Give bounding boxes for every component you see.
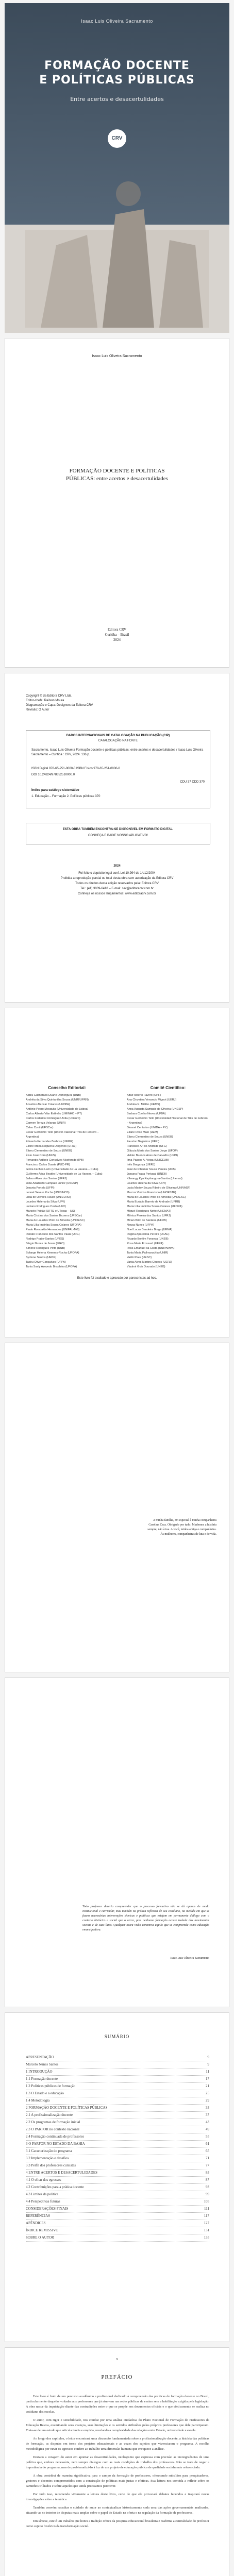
toc-entry-page: 25 [206, 2091, 209, 2095]
council-member: Maria Cristina dos Santos Bezerra (UFSCar) [26, 1214, 82, 1217]
toc-entry-page: 9 [207, 2062, 209, 2066]
toc-entry-title: 1 INTRODUÇÃO [26, 2070, 53, 2074]
toc-entry[interactable] [26, 2069, 209, 2076]
council-member: Lucia Marisy Souza Ribeiro de Oliveira (UNIVASF) [127, 1187, 191, 1190]
epigraph-text: Todo professor deveria compreender que o processo formativo não se dá apenas de modo institucional e curricular, mas também na prática reflexiva de seu cotidiano, na medida em que se fazem necessárias intervenções técnicas e políticas que estejam em permanente diálogo com o contexto histórico e social que o cerca, pois nenhuma formação ocorre isolada dos movimentos sociais e de suas lutas. Qualquer outra visão contraria aquilo que se compreende como educação emancipadora. [82, 1905, 209, 1931]
toc-entry-title: 2.4 Formação continuada de professores [26, 2134, 84, 2139]
council-member: Vania Alves Martins Chaves (UERJ) [127, 1261, 172, 1264]
toc-entry[interactable] [26, 2191, 209, 2198]
toc-entry[interactable] [26, 2184, 209, 2191]
council-member: Ross Emanuel da Costa (UNIPAMPA) [127, 1247, 175, 1250]
preface-text [26, 2394, 209, 2532]
toc-entry-title: 3.1 Caracterização do programa [26, 2149, 72, 2153]
dedication-block [119, 1518, 216, 1537]
toc-entry-title: Marcelo Nunes Santos [26, 2062, 59, 2066]
council-member: Carlos Alberto Vilar Estêvão (UMINHO – PT) [26, 1112, 82, 1115]
toc-entry[interactable] [26, 2162, 209, 2170]
toc-list [26, 2054, 209, 2242]
cover-title [5, 59, 229, 88]
council-member: Marcos Vinicius Francisco (UNOESTE) [127, 1191, 176, 1194]
council-member: Carmen Tereza Velanga (UNIR) [26, 1122, 66, 1125]
toc-entry-page: 49 [206, 2127, 209, 2131]
council-member: Mirian Brito de Santana (UFRB) [127, 1219, 167, 1222]
council-right-heading: Comitê Científico: [150, 1086, 186, 1090]
toc-entry-page: 77 [206, 2163, 209, 2167]
toc-entry-title: 4 ENTRE ACERTOS E DESACERTULIDADES [26, 2171, 98, 2175]
council-member: Andréia N. Militão (UEMS) [127, 1103, 160, 1106]
cip-box [26, 730, 210, 808]
council-member: Cesar Gerónimo Tello (Univer. Nacional Três de Febrero – Argentina) [26, 1131, 99, 1139]
credits-page [5, 673, 229, 1003]
credits-reproduction-notice: Proibida a reprodução parcial ou total desta obra sem autorização da Editora CRV [60, 877, 174, 880]
preface-paragraph: Ao longo dos capítulos, o leitor encontrará uma discussão fundamentada sobre a profissionalização docente, a história das políticas de formação, as disputas em torno dos projetos educacionais e as vozes dos sujeitos que vivenciaram o programa. A escolha metodológica por ouvir os egressos confere ao trabalho uma dimensão humana que enriquece a análise. [26, 2437, 209, 2451]
council-member: Míguel Rodrigues Netto (UNEMAT) [127, 1210, 171, 1213]
credits-review: Revisão: O Autor [26, 708, 49, 711]
council-member: Maria Eurácia Barreto de Andrade (UFRB) [127, 1200, 180, 1204]
toc-entry-page: 131 [204, 2228, 209, 2232]
toc-entry-page: 93 [206, 2185, 209, 2189]
council-member: Marcelo Paixão (UFRJ e UTexas – US) [26, 1210, 75, 1213]
council-member: Rosa Maria Frossard (UFPA) [127, 1242, 163, 1245]
council-member: Carlos Federico Dominguez Avila (Unieuro) [26, 1117, 80, 1120]
council-member: Anselmo Alencar Colares (UFOPA) [26, 1103, 70, 1106]
toc-entry-title: CONSIDERAÇÕES FINAIS [26, 2207, 69, 2211]
council-member: Antônio Pedro Mesquita (Universidade de Lisboa) [26, 1108, 89, 1111]
council-member: Rodrigo Pratte-Santos (UFES) [26, 1238, 64, 1241]
toc-entry-page: 99 [206, 2192, 209, 2196]
toc-entry-page: 9 [207, 2055, 209, 2059]
cover-illustration [25, 158, 209, 328]
toc-entry-page: 87 [206, 2178, 209, 2182]
publisher-logo: CRV [108, 129, 126, 148]
preface-paragraph: Em síntese, este é um trabalho que honra a tradição crítica da pesquisa educacional brasileira e reafirma a centralidade do professor como sujeito histórico da transformação social. [26, 2519, 209, 2528]
council-member: Mônica Pereira dos Santos (UFRJ) [127, 1214, 171, 1217]
council-member: Ana Chrystina Venancio Mignot (UERJ) [127, 1098, 177, 1101]
council-member: Tania Maria Pallmaruchia (UNIR) [127, 1251, 169, 1255]
toc-entry[interactable] [26, 2061, 209, 2069]
council-member: Sérgio Nunes de Jesus (IFRO) [26, 1242, 65, 1245]
toc-entry-page: 105 [204, 2199, 209, 2204]
council-member: Regina Aparecida Pereira (UFAC) [127, 1233, 170, 1236]
council-member: Guillermo Arias Beatón (Universidade de La Havana – Cuba) [26, 1173, 103, 1176]
toc-entry[interactable] [26, 2213, 209, 2220]
toc-entry-page: 71 [206, 2156, 209, 2160]
toc-entry-title: APÊNDICES [26, 2221, 46, 2225]
credits-contact: Tel.: (41) 3039-6418 – E-mail: sac@editoracrv.com.br [80, 887, 154, 890]
credits-legal-deposit: Foi feito o depósito legal conf. Lei 10.994 de 14/12/2004 [78, 872, 156, 875]
credits-block [26, 694, 209, 713]
council-member: Elizeu Clementino de Souza (UNEB) [127, 1136, 173, 1139]
toc-entry[interactable] [26, 2119, 209, 2126]
preface-paragraph: Este livro é fruto de um percurso acadêmico e profissional dedicado à compreensão das políticas de formação docente no Brasil, particularmente daquelas voltadas aos professores que já atuavam nas redes públicas de ensino sem a habilitação exigida pela legislação. A obra nasce da inquietação diante das contradições entre o que se propõe nos documentos oficiais e o que efetivamente se realiza no cotidiano das escolas. [26, 2395, 209, 2414]
toc-entry-page: 17 [206, 2077, 209, 2081]
toc-entry-title: 1.4 Metodologia [26, 2098, 50, 2103]
title-page-imprint [5, 627, 229, 642]
council-member: Lourdes Helena da Silva (UFV) [127, 1182, 166, 1185]
council-member: Barbara Coelho Neves (UFBA) [127, 1112, 166, 1115]
title-page-city: Curitiba – Brasil [105, 633, 129, 637]
council-member: Fauston Negreiros (UFPI) [127, 1140, 159, 1143]
toc-entry-page: 29 [206, 2098, 209, 2103]
title-page-title [5, 467, 229, 483]
toc-entry[interactable] [26, 2097, 209, 2105]
toc-entry-title: REFERÊNCIAS [26, 2214, 51, 2218]
credits-design: Diagramação e Capa: Designers da Editora CRV [26, 704, 93, 707]
cip-index-head: Índice para catálogo sistemático [31, 789, 79, 792]
toc-entry-page: 37 [206, 2113, 209, 2117]
council-member: Simone Rodrigues Pinto (UNB) [26, 1247, 65, 1250]
toc-entry-title: APRESENTAÇÃO [26, 2055, 54, 2059]
council-member: Tania Suely Azevedo Brasileiro (UFOPA) [26, 1265, 77, 1268]
toc-entry[interactable] [26, 2148, 209, 2155]
toc-entry-page: 83 [206, 2171, 209, 2175]
toc-entry[interactable] [26, 2112, 209, 2119]
credits-website: Conheça os nossos lançamentos: www.editoracrv.com.br [78, 892, 156, 895]
toc-entry[interactable] [26, 2170, 209, 2177]
toc-entry-title: 1.1 Formação docente [26, 2077, 58, 2081]
council-member: Sydione Santos (UEPG) [26, 1256, 57, 1259]
council-member: Noel Lucas Bandeira Braga (UEMA) [127, 1228, 173, 1231]
council-member: Gloria Fariñas León (Universidade de La Havana – Cuba) [26, 1168, 98, 1171]
epigraph-page [5, 1677, 229, 2007]
preface-paragraph: A obra contribui de maneira significativa para o campo da formação de professores, oferecendo subsídios para pesquisadores, gestores e docentes comprometidos com a construção de políticas mais justas e efetivas. Sua leitura nos convida a refletir sobre os caminhos trilhados e sobre aqueles que ainda precisamos percorrer. [26, 2474, 209, 2488]
toc-entry-title: 4.4 Perspectivas futuras [26, 2199, 60, 2204]
toc-entry-title: 4.2 Contribuições para a prática docente [26, 2185, 84, 2189]
digital-edition-box [26, 823, 210, 844]
toc-entry-page: 117 [204, 2214, 209, 2218]
credits-editor: Editor-chefe: Railson Moura [26, 699, 64, 702]
council-member: Maria Lília Imbiriba Sousa Colares (UFOPA) [127, 1205, 182, 1208]
council-member: Luciano Rodrigues Costa (UFV) [26, 1205, 66, 1208]
council-member: Aldira Guimarães Duarte Domínguez (UNB) [26, 1094, 81, 1097]
council-member: Jussara Fraga Portugal (UNEB) [127, 1173, 167, 1176]
council-member: Renato Francisco dos Santos Paula (UFG) [26, 1233, 80, 1236]
council-member: Eliane Rose Maio (UEM) [127, 1131, 158, 1134]
council-member: Solange Helena Ximenes-Rocha (UFOPA) [26, 1251, 79, 1255]
council-member: Kilwangy Kya Kapitango-a-Samba (Unemat) [127, 1177, 182, 1180]
toc-entry-title: 3.2 Implementação e desafios [26, 2156, 69, 2160]
cip-body: Sacramento, Isaac Luis Oliveira Formação docente e políticas públicas: entre acertos e desacertulidades / Isaac Luis Oliveira Sacramento – Curitiba : CRV, 2024. 136 p. [31, 749, 204, 756]
toc-entry-page: 65 [206, 2149, 209, 2153]
council-member: Anna Augusta Sampaio de Oliveira (UNESP) [127, 1108, 183, 1111]
cover-subtitle: Entre acertos e desacertulidades [70, 96, 164, 103]
council-member: Fernando Antônio Gonçalves Alcoforado (IPB) [26, 1159, 84, 1162]
epigraph-author: Isaac Luis Oliveira Sacramento [170, 1957, 209, 1960]
council-member: Élsio José Corá (UFFS) [26, 1154, 56, 1157]
toc-entry[interactable] [26, 2220, 209, 2227]
toc-entry[interactable] [26, 2141, 209, 2148]
toc-entry[interactable] [26, 2076, 209, 2083]
toc-entry-title: 3.3 Perfil dos professores cursistas [26, 2163, 76, 2167]
title-page-publisher: Editora CRV [107, 628, 127, 632]
dedication-line1: A minha família, em especial à minha companheira [153, 1519, 216, 1522]
toc-entry-title: 2.2 Os programas de formação inicial [26, 2120, 80, 2124]
preface-page [5, 2347, 229, 2576]
council-member: Ricardo Bonfim Fonseca (UNEB) [127, 1238, 169, 1241]
toc-entry-title: 2.3 O PARFOR no contexto nacional [26, 2127, 79, 2131]
council-member: Lídia de Oliveira Xavier (UNIEURO) [26, 1196, 71, 1199]
preface-paragraph: Também convém ressaltar o cuidado do autor ao contextualizar historicamente cada uma das ações governamentais analisadas, situando-as no interior de disputas mais amplas sobre o papel do Estado na oferta e na regulação da formação de professores. [26, 2506, 209, 2515]
credits-rights: Todos os direitos desta edição reservados pela: Editora CRV [75, 882, 159, 885]
preface-paragraph: Destaco a coragem do autor em apontar as desacertulidades, neologismo que expressa com precisão as incongruências de uma política que, embora necessária, nem sempre dialogou com as reais condições de trabalho dos professores. Não se trata de negar a importância do programa, mas de problematizá-lo à luz de um projeto de educação pública de qualidade socialmente referenciada. [26, 2455, 209, 2469]
cip-subtitle: CATALOGAÇÃO NA FONTE [98, 739, 138, 742]
title-page [5, 338, 229, 668]
council-member: Eduardo Fernandes Barbosa (UFMG) [26, 1140, 74, 1143]
council-member: Gláucia Maria dos Santos Jorge (UFOP) [127, 1149, 178, 1153]
toc-entry-page: 43 [206, 2120, 209, 2124]
preface-heading: PREFÁCIO [101, 2374, 133, 2380]
dedication-line3: sempre, não à toa. A você, minha amiga e companheira. [147, 1528, 216, 1531]
toc-entry-page: 111 [204, 2207, 209, 2211]
council-member: Neusa Nunes (UFPA) [127, 1224, 154, 1227]
council-member: Ilma Passos A. Veiga (UNICEUB) [127, 1159, 169, 1162]
council-left-heading: Conselho Editorial: [48, 1086, 86, 1090]
council-left-column [26, 1086, 108, 1269]
cip-doi: DOI 10.24824/978652510000.0 [31, 773, 75, 776]
cover-title-line2: E POLÍTICAS PÚBLICAS [39, 74, 195, 87]
council-member: Diosnel Centurion (UNIDA – PY) [127, 1126, 168, 1129]
toc-entry-title: ÍNDICE REMISSIVO [26, 2228, 59, 2232]
toc-entry[interactable] [26, 2198, 209, 2206]
council-right-column [127, 1086, 209, 1269]
council-member: Francisco Carlos Duarte (PUC-PR) [26, 1163, 70, 1166]
toc-entry-page: 55 [206, 2134, 209, 2139]
council-member: José de Ribamar Sousa Pereira (UCB) [127, 1168, 176, 1171]
toc-entry[interactable] [26, 2105, 209, 2112]
preface-paragraph: O autor, com rigor e sensibilidade, nos conduz por uma análise cuidadosa do Plano Nacional de Formação de Professores da Educação Básica, examinando seus avanços, suas limitações e os sentidos atribuídos pelos próprios professores que dele participaram. Trata-se de um estudo que articula teoria e empiria, revelando a complexidade das relações entre Estado, universidade e escola. [26, 2418, 209, 2432]
council-member: Vladmir Gois Dourado (UNEB) [127, 1265, 165, 1268]
council-member: Cesar Gerónimo Tello (Universidad Nacional de Três de Febrero – Argentina) [127, 1117, 208, 1125]
toc-entry[interactable] [26, 2083, 209, 2090]
council-member: Josania Portela (UFPI) [26, 1187, 55, 1190]
toc-entry-title: 2 FORMAÇÃO DOCENTE E POLÍTICAS PÚBLICAS [26, 2106, 108, 2110]
toc-heading: SUMÁRIO [104, 2034, 130, 2039]
council-member: Leonel Severo Rocha (UNISINOS) [26, 1191, 70, 1194]
cip-title: DADOS INTERNACIONAIS DE CATALOGAÇÃO NA PUBLICAÇÃO (CIP) [66, 734, 170, 737]
toc-entry[interactable] [26, 2234, 209, 2242]
title-page-year: 2024 [113, 638, 121, 642]
preface-paragraph: Por tudo isso, recomendo vivamente a leitura deste livro, certo de que ele provocará debates fecundos e inspirará novas investigações sobre a temática. [26, 2493, 209, 2501]
toc-entry[interactable] [26, 2133, 209, 2141]
council-member: Jailson Alves dos Santos (UFRJ) [26, 1177, 68, 1180]
dedication-line4: Às mulheres, companheiras de luta e de vida. [160, 1533, 216, 1536]
toc-entry-page: 33 [206, 2106, 209, 2110]
credits-copyright: Copyright © da Editora CRV Ltda. [26, 694, 73, 698]
cover-author: Isaac Luis Oliveira Sacramento [81, 19, 153, 24]
toc-entry-title: 2.1 A profissionalização docente [26, 2113, 73, 2117]
toc-page [5, 2012, 229, 2342]
cip-index-body: 1. Educação – Formação 2. Políticas públicas 370 [31, 795, 101, 798]
toc-entry[interactable] [26, 2155, 209, 2162]
cip-cdd: CDU 37 CDD 370 [180, 781, 205, 784]
dedication-line2: Carolina Cruz. Obrigado por tudo. Mudemos a história [148, 1523, 216, 1527]
title-page-author: Isaac Luis Oliveira Sacramento [92, 354, 142, 358]
toc-entry[interactable] [26, 2206, 209, 2213]
council-right-list [127, 1093, 209, 1269]
council-member: Helder Buenos Aires de Carvalho (UFPI) [127, 1154, 178, 1157]
cip-isbn: ISBN Digital 978-65-251-0000-0 ISBN Físico 978-65-251-0000-0 [31, 767, 120, 770]
toc-entry-page: 127 [204, 2221, 209, 2225]
council-page [5, 1008, 229, 1337]
council-member: João Adalberto Campato Junior (UNESP) [26, 1182, 78, 1185]
digital-edition-title: ESTA OBRA TAMBÉM ENCONTRA-SE DISPONÍVEL EM FORMATO DIGITAL. [62, 828, 174, 831]
cover-page [5, 3, 229, 333]
cover-title-line1: FORMAÇÃO DOCENTE [44, 59, 190, 72]
toc-entry-page: 21 [206, 2084, 209, 2088]
council-left-list [26, 1093, 108, 1269]
preface-page-number: 9 [116, 2358, 118, 2361]
council-member: Lourdes Helena da Silva (UFV) [26, 1200, 65, 1204]
council-member: Elione Maria Nogueira Diogenes (UFAL) [26, 1145, 77, 1148]
toc-entry-title: 4.3 Limites da política [26, 2192, 58, 2196]
council-member: Elizeu Clementino de Souza (UNEB) [26, 1149, 72, 1153]
digital-edition-sub: CONHEÇA E BAIXE NOSSO APLICATIVO! [88, 834, 148, 837]
council-member: Paulo Romualdo Hernandes (UNIFAL-MG) [26, 1228, 80, 1231]
council-member: Maria Lília Imbiriba Sousa Colares (UFOPA) [26, 1224, 81, 1227]
council-member: Maria de Lourdes Pinto de Almeida (UNOESC) [127, 1196, 186, 1199]
toc-entry[interactable] [26, 2054, 209, 2061]
council-member: Maria de Lourdes Pinto de Almeida (UNOESC) [26, 1219, 85, 1222]
council-footnote: Este livro foi avaliado e aprovado por pareceristas ad hoc. [77, 1277, 157, 1280]
title-page-title-line1: FORMAÇÃO DOCENTE E POLÍTICAS [69, 468, 165, 474]
toc-entry-title: 3 O PARFOR NO ESTADO DA BAHIA [26, 2142, 85, 2146]
toc-entry[interactable] [26, 2090, 209, 2097]
toc-entry[interactable] [26, 2177, 209, 2184]
council-member: Altair Alberto Fávero (UPF) [127, 1094, 161, 1097]
toc-entry-page: 135 [204, 2235, 209, 2240]
council-member: Inês Bragança (UERJ) [127, 1163, 156, 1166]
toc-entry-title: SOBRE O AUTOR [26, 2235, 54, 2240]
title-page-title-line2: PÚBLICAS: entre acertos e desacertulidades [66, 476, 168, 482]
toc-entry-title: 1.3 O Estado e a educação [26, 2091, 64, 2095]
toc-entry-title: 4.1 O olhar dos egressos [26, 2178, 61, 2182]
toc-entry-title: 1.2 Políticas públicas de formação [26, 2084, 76, 2088]
council-member: Francisco Ari de Andrade (UFC) [127, 1145, 167, 1148]
toc-entry-page: 61 [206, 2142, 209, 2146]
toc-entry[interactable] [26, 2126, 209, 2133]
toc-entry[interactable] [26, 2227, 209, 2234]
credits-year: 2024 [113, 865, 121, 868]
council-member: Celso Conti (UFSCar) [26, 1126, 54, 1129]
council-member: Andréia da Silva Quintanilha Sousa (UNIR/UFRN) [26, 1098, 89, 1101]
council-member: Valdir Pires (UESC) [127, 1256, 152, 1259]
dedication-page [5, 1343, 229, 1672]
council-member: Tadeu Oliver Gonçalves (UFPA) [26, 1261, 66, 1264]
toc-entry-page: 11 [206, 2070, 209, 2074]
